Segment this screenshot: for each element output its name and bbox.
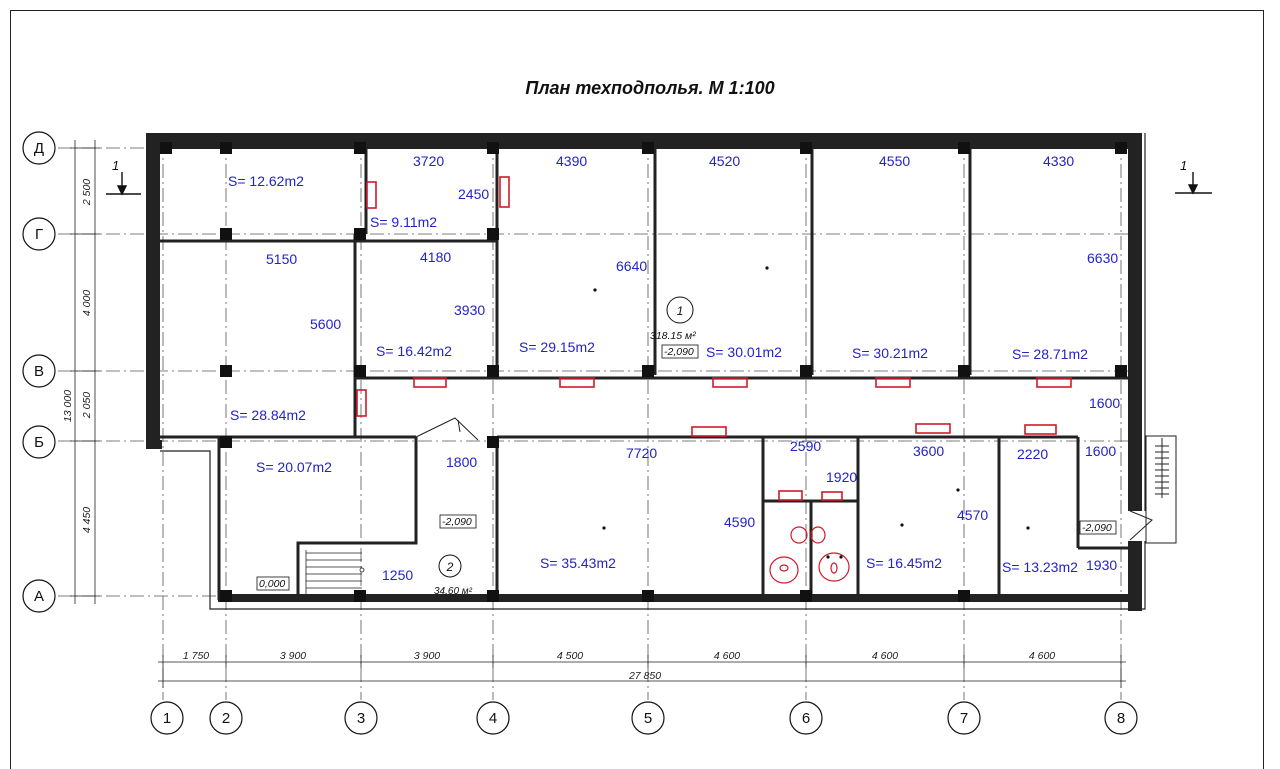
room-dim-5600: 5600	[310, 316, 342, 332]
level-mark-2: -2,090	[442, 516, 472, 528]
dim-h-1: 1 750	[182, 650, 210, 662]
axis-row-d: Д	[33, 140, 45, 157]
room-dim-5150: 5150	[266, 251, 298, 267]
room-area-6: S= 30.21m2	[852, 345, 928, 361]
room-dim-1930: 1930	[1086, 557, 1118, 573]
dim-h-7: 4 600	[1028, 650, 1056, 662]
axis-col-1: 1	[162, 710, 172, 727]
corridor-dim-1600: 1600	[1089, 395, 1121, 411]
section-mark-left: 1	[112, 158, 120, 173]
dim-v-2: 4 000	[81, 289, 93, 317]
axis-row-g: Г	[34, 226, 44, 243]
room-dim-4520: 4520	[709, 153, 741, 169]
room-dim-3600: 3600	[913, 443, 945, 459]
room-area-12: S= 13.23m2	[1002, 559, 1078, 575]
room-area-4: S= 29.15m2	[519, 339, 595, 355]
room-dim-4390: 4390	[556, 153, 588, 169]
room-dim-2220: 2220	[1017, 446, 1049, 462]
room-dim-4570: 4570	[957, 507, 989, 523]
level-mark-3: -2,090	[1082, 522, 1112, 534]
room-area-10: S= 35.43m2	[540, 555, 616, 571]
structural-columns	[160, 142, 1127, 602]
axis-col-3: 3	[356, 710, 366, 727]
zone-area-2: 34.60 м²	[434, 586, 472, 597]
room-dim-6640: 6640	[616, 258, 648, 274]
axis-row-v: В	[33, 363, 45, 380]
axis-col-2: 2	[221, 710, 231, 727]
zone-number-1: 1	[676, 304, 684, 318]
zone-number-2: 2	[446, 560, 454, 574]
room-dim-4550: 4550	[879, 153, 911, 169]
room-area-3: S= 16.42m2	[376, 343, 452, 359]
axis-col-7: 7	[959, 710, 969, 727]
dim-h-total: 27 850	[628, 670, 662, 682]
door-swing	[416, 418, 478, 440]
dim-h-3: 3 900	[413, 650, 441, 662]
room-area-7: S= 28.71m2	[1012, 346, 1088, 362]
dim-h-6: 4 600	[871, 650, 899, 662]
axis-col-4: 4	[488, 710, 498, 727]
dim-v-3: 2 050	[81, 391, 93, 419]
axis-col-5: 5	[643, 710, 653, 727]
room-dim-3930: 3930	[454, 302, 486, 318]
level-mark-frames	[257, 345, 1116, 590]
room-area-11: S= 16.45m2	[866, 555, 942, 571]
room-dim-6630: 6630	[1087, 250, 1119, 266]
axis-col-6: 6	[801, 710, 811, 727]
plan-title: План техподполья. М 1:100	[525, 78, 775, 98]
dim-h-5: 4 600	[713, 650, 741, 662]
level-mark-1: -2,090	[664, 346, 694, 358]
dim-v-1: 2 500	[81, 178, 93, 206]
dim-v-total: 13 000	[62, 389, 74, 423]
room-dim-4330: 4330	[1043, 153, 1075, 169]
axis-col-8: 8	[1116, 710, 1126, 727]
room-dim-1600-b: 1600	[1085, 443, 1117, 459]
room-dim-7720: 7720	[626, 445, 658, 461]
dim-h-2: 3 900	[279, 650, 307, 662]
room-area-5: S= 30.01m2	[706, 344, 782, 360]
room-dim-2450: 2450	[458, 186, 490, 202]
room-dim-1800: 1800	[446, 454, 478, 470]
room-area-1: S= 12.62m2	[228, 173, 304, 189]
axis-row-a: А	[33, 588, 45, 605]
level-mark-4: 0,000	[259, 578, 286, 590]
dim-v-4: 4 450	[81, 506, 93, 534]
grid-lines	[58, 140, 1140, 700]
vertical-dimension-lines	[70, 140, 100, 604]
room-area-8: S= 28.84m2	[230, 407, 306, 423]
section-mark-right: 1	[1180, 158, 1188, 173]
room-dim-2590: 2590	[790, 438, 822, 454]
room-dim-1250: 1250	[382, 567, 414, 583]
dim-h-4: 4 500	[556, 650, 584, 662]
room-area-9: S= 20.07m2	[256, 459, 332, 475]
room-dim-1920: 1920	[826, 469, 858, 485]
room-dim-4180: 4180	[420, 249, 452, 265]
zone-area-1: 318.15 м²	[650, 330, 696, 342]
room-dim-3720: 3720	[413, 153, 445, 169]
staircase	[306, 550, 364, 595]
room-area-2: S= 9.11m2	[370, 214, 438, 230]
axis-row-b: Б	[34, 434, 44, 451]
room-dim-4590: 4590	[724, 514, 756, 530]
